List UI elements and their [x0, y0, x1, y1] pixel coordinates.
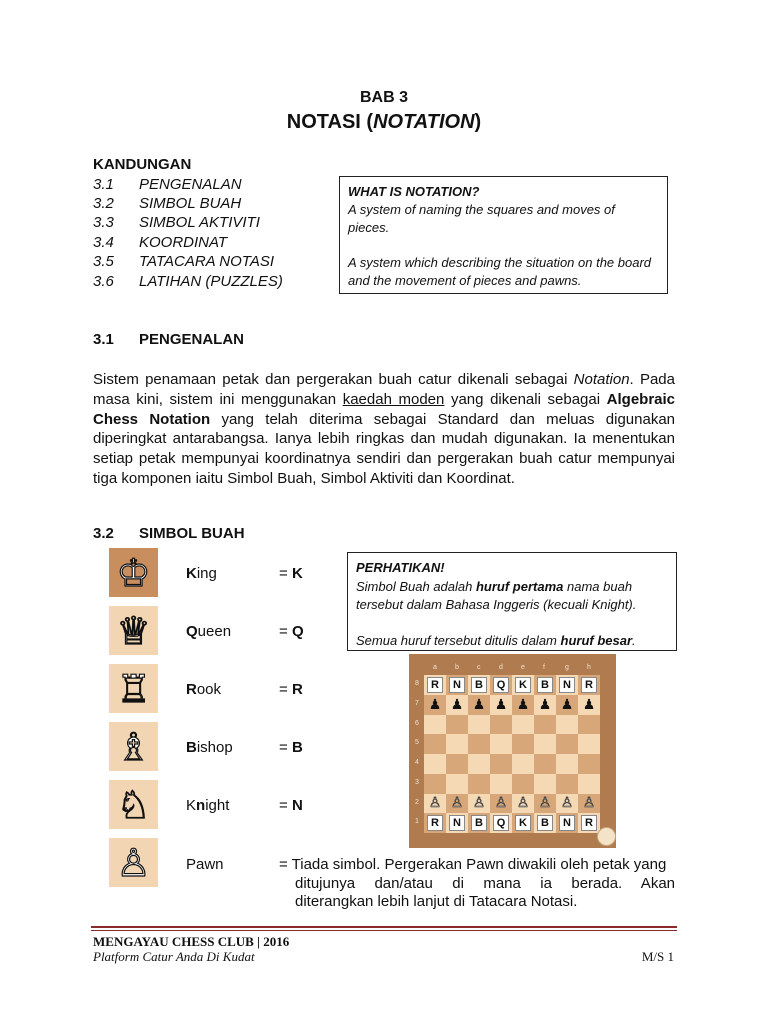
piece-letter: R	[427, 815, 443, 831]
section-number: 3.2	[93, 525, 114, 542]
board-square	[468, 754, 490, 774]
board-square	[424, 715, 446, 735]
pawn-description: = Tiada simbol. Pergerakan Pawn diwakili oleh petak yang ditujunya dan/atau di mana ia berada. Akan diterangkan lebih lanjut di Tatacara Notasi.	[279, 856, 675, 910]
attention-box-heading: PERHATIKAN!	[356, 560, 445, 575]
board-square	[468, 695, 490, 715]
board-square	[490, 813, 512, 833]
piece-letter: N	[559, 815, 575, 831]
board-square	[512, 695, 534, 715]
white-pawn-icon: ♙	[560, 795, 574, 812]
board-square	[578, 754, 600, 774]
piece-letter: R	[581, 677, 597, 693]
board-square	[424, 675, 446, 695]
board-square	[534, 734, 556, 754]
board-square	[578, 695, 600, 715]
board-knob-icon	[597, 827, 616, 846]
white-pawn-icon: ♙	[472, 795, 486, 812]
board-square	[446, 695, 468, 715]
board-square	[556, 754, 578, 774]
black-pawn-icon: ♟	[516, 696, 530, 713]
toc-heading: KANDUNGAN	[93, 156, 192, 173]
black-pawn-icon: ♟	[582, 696, 596, 713]
board-square	[490, 774, 512, 794]
section-number: 3.1	[93, 331, 114, 348]
board-square	[468, 794, 490, 814]
piece-letter: N	[449, 677, 465, 693]
board-rank-label: 4	[415, 759, 419, 766]
white-pawn-icon: ♙	[450, 795, 464, 812]
board-square	[512, 813, 534, 833]
board-square	[534, 774, 556, 794]
board-rank-label: 7	[415, 699, 419, 707]
board-square	[446, 715, 468, 735]
board-square	[446, 734, 468, 754]
attention-box-line: Semua huruf tersebut ditulis dalam huruf besar.	[356, 632, 636, 648]
board-square	[512, 754, 534, 774]
board-square	[468, 813, 490, 833]
board-square	[556, 734, 578, 754]
piece-name: Rook	[186, 681, 222, 698]
board-square	[512, 734, 534, 754]
board-square	[556, 794, 578, 814]
white-pawn-icon: ♙	[538, 795, 552, 812]
page-title: NOTASI (NOTATION)	[286, 111, 482, 133]
black-pawn-icon: ♟	[450, 696, 464, 713]
black-pawn-icon: ♟	[472, 696, 486, 713]
board-square	[446, 754, 468, 774]
board-square	[556, 715, 578, 735]
board-square	[512, 715, 534, 735]
board-square	[424, 774, 446, 794]
piece-letter: Q	[493, 815, 509, 831]
piece-symbol: = Q	[279, 623, 304, 640]
piece-name: Knight	[186, 797, 230, 814]
board-rank-label: 3	[415, 778, 419, 786]
piece-letter: K	[515, 677, 531, 693]
board-square	[490, 754, 512, 774]
board-square	[578, 734, 600, 754]
queen-icon: ♕	[109, 606, 158, 655]
board-square	[446, 774, 468, 794]
piece-letter: B	[537, 677, 553, 693]
piece-letter: N	[559, 677, 575, 693]
board-square	[424, 734, 446, 754]
notation-definition-box	[339, 176, 668, 294]
board-square	[534, 715, 556, 735]
board-square	[556, 675, 578, 695]
white-pawn-icon: ♙	[494, 795, 508, 812]
board-square	[424, 754, 446, 774]
piece-letter: K	[515, 815, 531, 831]
piece-symbol: = K	[279, 565, 303, 582]
black-pawn-icon: ♟	[428, 696, 442, 713]
rook-icon: ♖	[109, 664, 158, 713]
piece-letter: B	[537, 815, 553, 831]
notation-box-line: A system which describing the situation on the board and the movement of pieces and pawns.	[348, 255, 652, 288]
piece-name: Bishop	[186, 739, 233, 756]
board-file-label: f	[543, 664, 545, 671]
board-file-label: c	[477, 664, 481, 671]
board-square	[578, 794, 600, 814]
board-square	[490, 675, 512, 695]
board-square	[534, 794, 556, 814]
white-pawn-icon: ♙	[582, 795, 596, 812]
attention-box	[347, 552, 677, 651]
knight-icon: ♘	[109, 780, 158, 829]
board-square	[468, 675, 490, 695]
board-square	[556, 813, 578, 833]
bishop-icon: ♗	[109, 722, 158, 771]
board-square	[446, 813, 468, 833]
board-square	[512, 675, 534, 695]
white-pawn-icon: ♙	[428, 795, 442, 812]
board-square	[490, 715, 512, 735]
chapter-label: BAB 3	[359, 89, 408, 106]
board-square	[490, 794, 512, 814]
board-file-label: g	[565, 664, 569, 671]
pawn-icon: ♙	[109, 838, 158, 887]
attention-box-line: Simbol Buah adalah huruf pertama nama buah tersebut dalam Bahasa Inggeris (kecuali Knight).	[356, 578, 637, 612]
black-pawn-icon: ♟	[560, 696, 574, 713]
board-rank-label: 1	[415, 818, 419, 826]
board-rank-label: 6	[415, 719, 419, 727]
board-square	[556, 774, 578, 794]
black-pawn-icon: ♟	[538, 696, 552, 713]
board-square	[556, 695, 578, 715]
section-title: PENGENALAN	[139, 331, 245, 348]
board-square	[534, 754, 556, 774]
king-icon: ♔	[109, 548, 158, 597]
board-square	[424, 794, 446, 814]
notation-box-line: A system of naming the squares and moves of pieces.	[348, 202, 615, 235]
board-rank-label: 5	[415, 739, 419, 747]
notation-box-heading: WHAT IS NOTATION?	[348, 184, 480, 199]
piece-letter: B	[471, 815, 487, 831]
board-rank-label: 2	[415, 798, 419, 806]
board-file-label: a	[433, 664, 437, 671]
board-file-label: h	[587, 664, 591, 671]
page-number: M/S 1	[641, 949, 674, 964]
board-square	[578, 675, 600, 695]
footer-rule	[91, 930, 677, 931]
piece-name: King	[186, 565, 217, 582]
footer-rule	[91, 926, 677, 928]
section-title: SIMBOL BUAH	[139, 525, 245, 542]
footer-club: MENGAYAU CHESS CLUB | 2016	[93, 934, 290, 949]
piece-name: Pawn	[186, 856, 224, 873]
board-file-label: b	[455, 664, 459, 671]
footer-tagline: Platform Catur Anda Di Kudat	[93, 949, 255, 964]
board-square	[512, 774, 534, 794]
black-pawn-icon: ♟	[494, 696, 508, 713]
board-square	[534, 675, 556, 695]
board-square	[424, 813, 446, 833]
board-square	[468, 774, 490, 794]
chessboard	[424, 675, 600, 833]
white-pawn-icon: ♙	[516, 795, 530, 812]
piece-symbol: = B	[279, 739, 303, 756]
board-rank-label: 8	[415, 680, 419, 687]
board-square	[468, 715, 490, 735]
piece-symbol: = R	[279, 681, 303, 698]
board-square	[534, 695, 556, 715]
board-square	[534, 813, 556, 833]
board-square	[490, 734, 512, 754]
board-square	[468, 734, 490, 754]
board-square	[578, 715, 600, 735]
board-square	[512, 794, 534, 814]
piece-letter: R	[581, 815, 597, 831]
board-square	[578, 774, 600, 794]
board-file-label: e	[521, 664, 525, 671]
board-square	[424, 695, 446, 715]
piece-letter: R	[427, 677, 443, 693]
board-square	[490, 695, 512, 715]
piece-letter: N	[449, 815, 465, 831]
board-square	[578, 813, 600, 833]
intro-paragraph: Sistem penamaan petak dan pergerakan buah catur dikenali sebagai Notation. Pada masa kini, sistem ini menggunakan kaedah moden yang dikenali sebagai Algebraic Chess Notation yang telah diterima sebagai Standard dan meluas digunakan diperingkat antarabangsa. Ianya lebih ringkas dan mudah digunakan. Ia menentukan setiap petak mempunyai koordinatnya sendiri dan pergerakan buah catur mempunyai tiga komponen iaitu Simbol Buah, Simbol Aktiviti dan Koordinat.	[93, 371, 676, 487]
piece-name: Queen	[186, 623, 232, 640]
piece-letter: B	[471, 677, 487, 693]
board-square	[446, 794, 468, 814]
piece-symbol: = N	[279, 797, 303, 814]
board-file-label: d	[499, 664, 503, 671]
piece-letter: Q	[493, 677, 509, 693]
board-square	[446, 675, 468, 695]
